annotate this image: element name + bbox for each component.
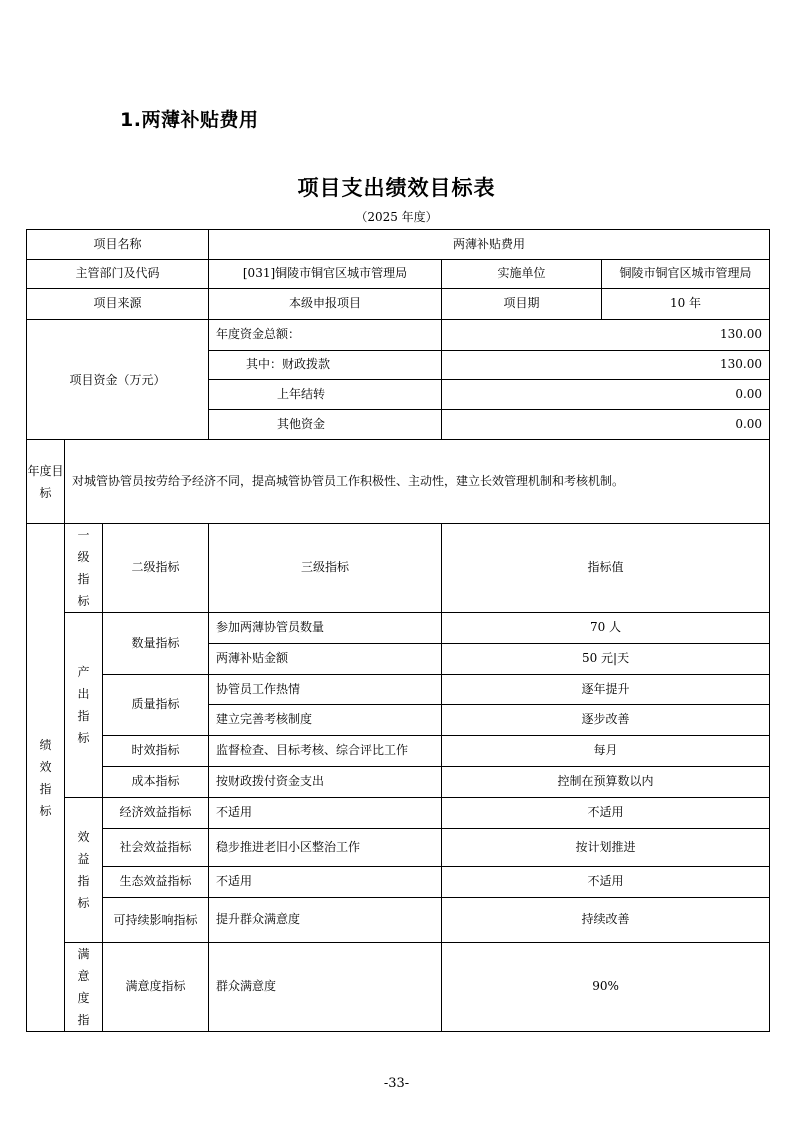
- section-heading: 1.两薄补贴费用: [120, 109, 259, 131]
- quality-indicator-label: 质量指标: [103, 675, 209, 736]
- impl-unit-value: 铜陵市铜官区城市管理局: [602, 260, 770, 289]
- funds-label: 项目资金（万元）: [27, 320, 209, 440]
- funds-fiscal-label: [209, 351, 442, 380]
- header-level1: 一级指标: [65, 524, 103, 613]
- benefit-level2: 经济效益指标: [103, 798, 209, 829]
- dept-value: [031]铜陵市铜官区城市管理局: [209, 260, 442, 289]
- period-value: 10 年: [602, 289, 770, 320]
- benefit-level3: 稳步推进老旧小区整治工作: [209, 829, 442, 867]
- benefit-level2: 社会效益指标: [103, 829, 209, 867]
- cost-indicator-label: 成本指标: [103, 767, 209, 798]
- source-value: 本级申报项目: [209, 289, 442, 320]
- funds-fiscal-label-text: 其中：财政拨款: [246, 357, 331, 372]
- indicators-label: 绩效指标: [27, 524, 65, 1032]
- output-value: 控制在预算数以内: [442, 767, 770, 798]
- benefit-level2: 可持续影响指标: [103, 898, 209, 943]
- satisfaction-indicator-label: 满意度指: [65, 943, 103, 1032]
- output-value: 逐步改善: [442, 705, 770, 736]
- benefit-value: 不适用: [442, 867, 770, 898]
- header-level3: 三级指标: [209, 524, 442, 613]
- annual-goal-text: 对城管协管员按劳给予经济不同，提高城管协管员工作积极性、主动性，建立长效管理机制和考核机制。: [65, 440, 770, 524]
- output-level3: 协管员工作热情: [209, 675, 442, 705]
- output-indicator-label: 产出指标: [65, 613, 103, 798]
- benefit-level3: 不适用: [209, 798, 442, 829]
- year-label: （2025 年度）: [355, 210, 438, 224]
- satisfaction-level2: 满意度指标: [103, 943, 209, 1032]
- funds-other-value: 0.00: [442, 410, 770, 440]
- benefit-level3: 提升群众满意度: [209, 898, 442, 943]
- output-level3: 参加两薄协管员数量: [209, 613, 442, 644]
- benefit-value: 不适用: [442, 798, 770, 829]
- output-level3: 按财政拨付资金支出: [209, 767, 442, 798]
- project-name-label: 项目名称: [27, 230, 209, 260]
- output-value: 逐年提升: [442, 675, 770, 705]
- benefit-value: 按计划推进: [442, 829, 770, 867]
- period-label: 项目期: [442, 289, 602, 320]
- header-level2: 二级指标: [103, 524, 209, 613]
- benefit-level3: 不适用: [209, 867, 442, 898]
- table-title: 项目支出绩效目标表: [297, 176, 496, 200]
- funds-other-label: 其他资金: [209, 410, 442, 440]
- funds-carryover-label: 上年结转: [209, 380, 442, 410]
- annual-goal-label: 年度目标: [27, 440, 65, 524]
- impl-unit-label: 实施单位: [442, 260, 602, 289]
- benefit-level2: 生态效益指标: [103, 867, 209, 898]
- benefit-indicator-label: 效益指标: [65, 798, 103, 943]
- page-number: -33-: [383, 1076, 410, 1091]
- output-level3: 两薄补贴金额: [209, 644, 442, 675]
- quantity-indicator-label: 数量指标: [103, 613, 209, 675]
- output-value: 每月: [442, 736, 770, 767]
- funds-carryover-value: 0.00: [442, 380, 770, 410]
- dept-label: 主管部门及代码: [27, 260, 209, 289]
- output-level3: 建立完善考核制度: [209, 705, 442, 736]
- header-value: 指标值: [442, 524, 770, 613]
- satisfaction-level3: 群众满意度: [209, 943, 442, 1032]
- project-name-value: 两薄补贴费用: [209, 230, 770, 260]
- output-level3: 监督检查、目标考核、综合评比工作: [209, 736, 442, 767]
- benefit-value: 持续改善: [442, 898, 770, 943]
- output-value: 70 人: [442, 613, 770, 644]
- timeliness-indicator-label: 时效指标: [103, 736, 209, 767]
- funds-total-label: 年度资金总额：: [209, 320, 442, 351]
- funds-fiscal-value: 130.00: [442, 351, 770, 380]
- satisfaction-value: 90%: [442, 943, 770, 1032]
- source-label: 项目来源: [27, 289, 209, 320]
- output-value: 50 元|天: [442, 644, 770, 675]
- funds-total-value: 130.00: [442, 320, 770, 351]
- performance-target-table: [26, 229, 770, 1032]
